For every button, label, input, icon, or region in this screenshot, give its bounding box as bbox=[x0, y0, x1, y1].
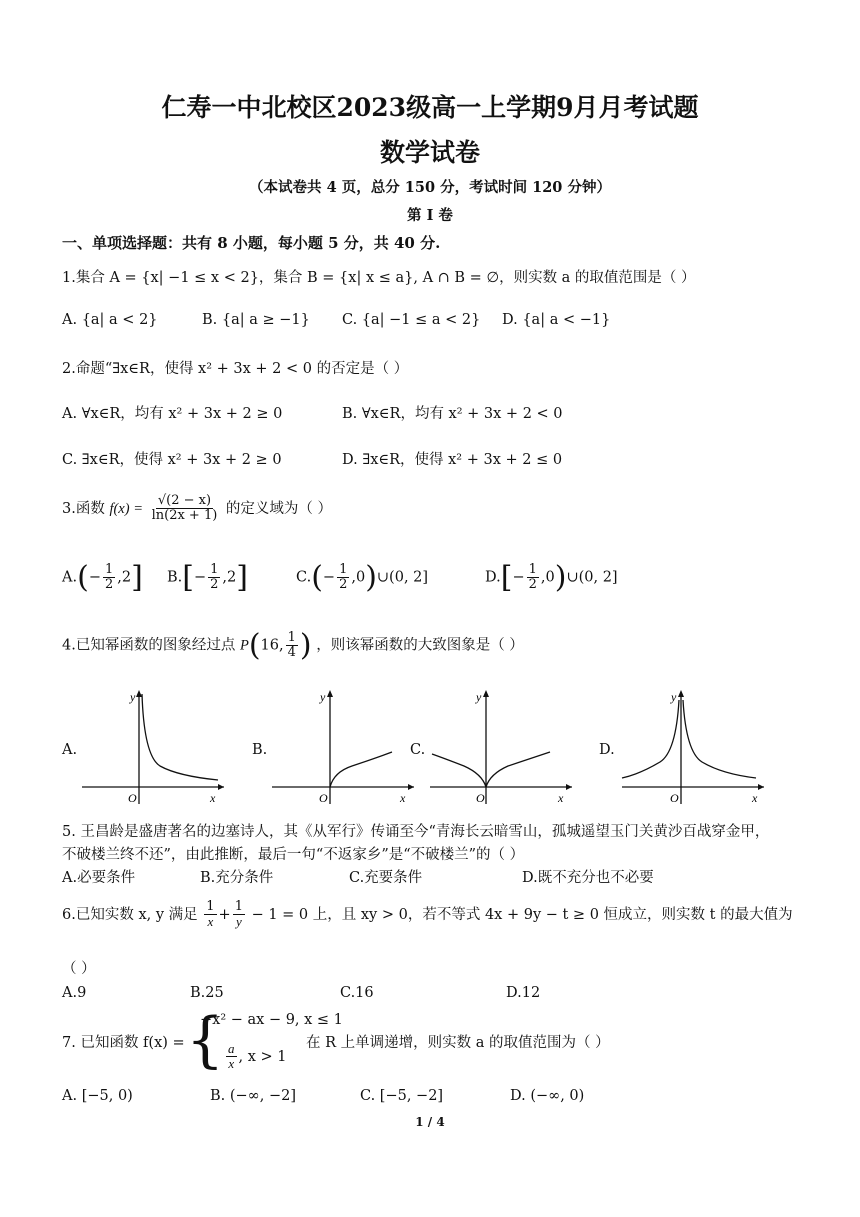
q7-suffix: 在 R 上单调递增，则实数 a 的取值范围为（ ） bbox=[306, 1035, 610, 1051]
axis-x-label: x bbox=[210, 791, 216, 805]
q7-option-b: B. (−∞, −2] bbox=[210, 1088, 297, 1104]
q1-option-b: B. {a| a ≥ −1} bbox=[202, 312, 310, 328]
q7-prefix: 7. 已知函数 f(x) = bbox=[62, 1035, 185, 1051]
q6-option-d: D.12 bbox=[506, 985, 541, 1001]
q3-option-a: A.(− $\frac{1}{2}$ ,2] bbox=[62, 560, 143, 595]
origin-label: O bbox=[319, 791, 328, 805]
origin-label: O bbox=[476, 791, 485, 805]
q4-label-a: A. bbox=[62, 742, 78, 758]
q5-line2: 不破楼兰终不还”，由此推断，最后一句“不返家乡”是“不破楼兰”的（ ） bbox=[62, 847, 525, 863]
exam-info: （本试卷共 4 页，总分 150 分，考试时间 120 分钟） bbox=[249, 179, 611, 196]
q3-option-d: D.[− $\frac{1}{2}$ ,0)∪(0, 2] bbox=[485, 560, 618, 595]
q3-option-c: C.(− $\frac{1}{2}$ ,0)∪(0, 2] bbox=[296, 560, 429, 595]
q3-stem: 3.函数 f(x) = $\frac{√(2 - x)}{\ln(2x + 1)}$ 的定义域为（ ） bbox=[62, 493, 333, 524]
q2-option-b: B. ∀x∈R，均有 x² + 3x + 2 < 0 bbox=[342, 406, 563, 422]
q3-fraction: $\frac{√(2 - x)}{\ln(2x + 1)}$ bbox=[151, 493, 218, 524]
q7-option-c: C. [−5, −2] bbox=[360, 1088, 444, 1104]
q5-line1: 5. 王昌龄是盛唐著名的边塞诗人，其《从军行》传诵至今“青海长云暗雪山，孤城遥望玉门关黄沙百战穿金甲， bbox=[62, 824, 770, 840]
volume-label: 第 I 卷 bbox=[407, 207, 453, 224]
q6-option-c: C.16 bbox=[340, 985, 374, 1001]
axis-y-label: y bbox=[476, 690, 482, 704]
q2-option-c: C. ∃x∈R，使得 x² + 3x + 2 ≥ 0 bbox=[62, 452, 282, 468]
q5-option-d: D.既不充分也不必要 bbox=[522, 870, 654, 886]
exam-title: 仁寿一中北校区2023级高一上学期9月月考试题 bbox=[161, 93, 699, 122]
q6-option-a: A.9 bbox=[62, 985, 87, 1001]
q7-option-a: A. [−5, 0) bbox=[62, 1088, 133, 1104]
axis-y-label: y bbox=[130, 690, 136, 704]
exam-subtitle: 数学试卷 bbox=[379, 138, 480, 167]
axis-y-label: y bbox=[320, 690, 326, 704]
q5-option-b: B.充分条件 bbox=[200, 870, 274, 886]
q6-stem: 6.已知实数 x, y 满足 $\frac{1}{x}$ + $\frac{1}{y}$ − 1 = 0 上，且 xy > 0，若不等式 4x + 9y − t ≥ 0 恒成立，则实数 t 的最大值为 bbox=[62, 899, 793, 930]
q2-stem: 2.命题“∃x∈R，使得 x² + 3x + 2 < 0 的否定是（ ） bbox=[62, 361, 409, 377]
q3-option-b: B.[− $\frac{1}{2}$ ,2] bbox=[167, 560, 248, 595]
q7-option-d: D. (−∞, 0) bbox=[510, 1088, 585, 1104]
origin-label: O bbox=[128, 791, 137, 805]
q4-graph-d bbox=[618, 686, 768, 808]
q4-label-c: C. bbox=[410, 742, 426, 758]
q1-option-a: A. {a| a < 2} bbox=[62, 312, 158, 328]
q4-graph-a bbox=[78, 686, 228, 808]
q5-option-c: C.充要条件 bbox=[349, 870, 423, 886]
q6-paren: （ ） bbox=[62, 961, 96, 977]
q1-option-c: C. {a| −1 ≤ a < 2} bbox=[342, 312, 481, 328]
section-heading: 一、单项选择题：共有 8 小题，每小题 5 分，共 40 分. bbox=[62, 234, 441, 252]
axis-x-label: x bbox=[400, 791, 406, 805]
q4-label-d: D. bbox=[599, 742, 615, 758]
axis-y-label: y bbox=[671, 690, 677, 704]
q7-case2: $\frac{a}{x}$ , x > 1 bbox=[228, 1041, 287, 1072]
q7-brace: { bbox=[186, 1005, 225, 1075]
q4-label-b: B. bbox=[252, 742, 268, 758]
axis-x-label: x bbox=[752, 791, 758, 805]
q1-option-d: D. {a| a < −1} bbox=[502, 312, 611, 328]
q5-option-a: A.必要条件 bbox=[62, 870, 136, 886]
q4-graph-b bbox=[268, 686, 418, 808]
page-number: 1 / 4 bbox=[415, 1115, 445, 1129]
q1-stem: 1.集合 A = {x| −1 ≤ x < 2}，集合 B = {x| x ≤ a}, A ∩ B = ∅，则实数 a 的取值范围是（ ） bbox=[62, 270, 696, 286]
q7-case1: −x² − ax − 9, x ≤ 1 bbox=[200, 1012, 343, 1028]
q4-graph-c bbox=[426, 686, 576, 808]
q6-option-b: B.25 bbox=[190, 985, 224, 1001]
q2-option-d: D. ∃x∈R，使得 x² + 3x + 2 ≤ 0 bbox=[342, 452, 563, 468]
axis-x-label: x bbox=[558, 791, 564, 805]
q4-stem: 4.已知幂函数的图象经过点 P(16, $\frac{1}{4}$ ) ，则该幂函数的大致图象是（ ） bbox=[62, 628, 524, 663]
origin-label: O bbox=[670, 791, 679, 805]
q2-option-a: A. ∀x∈R，均有 x² + 3x + 2 ≥ 0 bbox=[62, 406, 283, 422]
